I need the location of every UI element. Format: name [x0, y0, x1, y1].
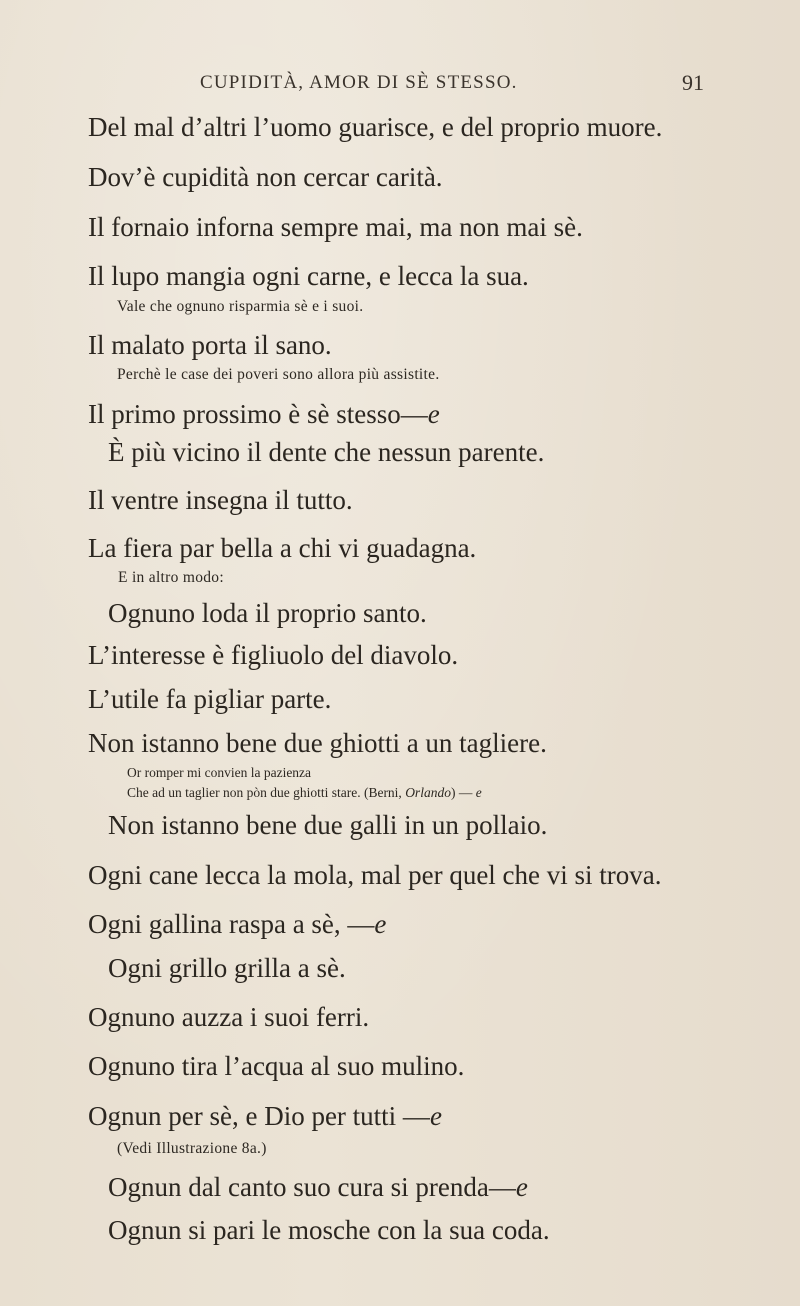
source-title: Orlando — [405, 785, 451, 800]
proverb-line: La fiera par bella a chi vi guadagna. — [88, 533, 477, 563]
proverb-line: Ognuno auzza i suoi ferri. — [88, 1002, 370, 1032]
proverb-line: È più vicino il dente che nessun parente. — [108, 437, 545, 467]
proverb-line: Il primo prossimo è sè stesso—e — [88, 399, 440, 429]
verse-quote: Or romper mi convien la pazienza — [127, 765, 312, 780]
proverb-line: Ogni cane lecca la mola, mal per quel che vi si trova. — [88, 860, 662, 890]
proverb-line: Non istanno bene due galli in un pollaio. — [108, 810, 548, 840]
proverb-line: Il malato porta il sano. — [88, 330, 332, 360]
proverb-line: L’utile fa pigliar parte. — [88, 684, 332, 714]
page-number: 91 — [682, 70, 704, 95]
proverb-line: Ognuno tira l’acqua al suo mulino. — [88, 1051, 465, 1081]
proverb-gloss: Vale che ognuno risparmia sè e i suoi. — [117, 298, 364, 315]
proverb-line: Del mal d’altri l’uomo guarisce, e del proprio muore. — [88, 112, 663, 142]
proverb-line: Ogni grillo grilla a sè. — [108, 953, 346, 983]
proverb-line: Il fornaio inforna sempre mai, ma non mai sè. — [88, 212, 583, 242]
cross-reference: (Vedi Illustrazione 8a.) — [117, 1140, 267, 1157]
proverb-line: L’interesse è figliuolo del diavolo. — [88, 640, 459, 670]
proverb-line: Il lupo mangia ogni carne, e lecca la sua. — [88, 261, 529, 291]
verse-quote: Che ad un taglier non pòn due ghiotti stare. (Berni, Orlando) — e — [127, 785, 482, 800]
proverb-line: Il ventre insegna il tutto. — [88, 485, 353, 515]
proverb-line: Ognuno loda il proprio santo. — [108, 598, 427, 628]
proverb-gloss: Perchè le case dei poveri sono allora più assistite. — [117, 366, 440, 383]
proverb-line: Ogni gallina raspa a sè, —e — [88, 909, 387, 939]
proverb-line: Dov’è cupidità non cercar carità. — [88, 162, 443, 192]
proverb-gloss: E in altro modo: — [118, 569, 224, 586]
proverb-line: Non istanno bene due ghiotti a un tagliere. — [88, 728, 547, 758]
proverb-line: Ognun dal canto suo cura si prenda—e — [108, 1172, 528, 1202]
proverb-line: Ognun si pari le mosche con la sua coda. — [108, 1215, 550, 1245]
running-title: CUPIDITÀ, AMOR DI SÈ STESSO. — [200, 72, 518, 93]
proverb-line: Ognun per sè, e Dio per tutti —e — [88, 1101, 442, 1131]
